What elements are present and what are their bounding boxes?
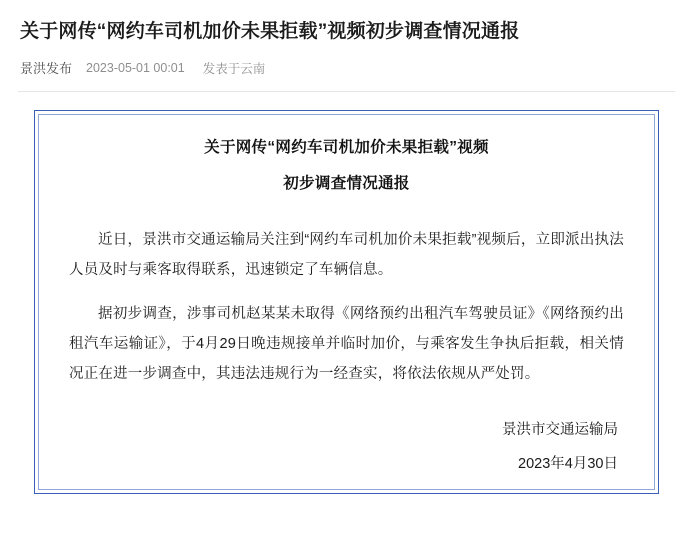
notice-heading [69, 133, 624, 199]
article-meta [18, 58, 675, 77]
notice-card [34, 110, 659, 494]
meta-location: 发表于云南 [202, 61, 266, 76]
page-title: 关于网传“网约车司机加价未果拒载”视频初步调查情况通报 [20, 21, 520, 42]
article-page [0, 18, 693, 539]
signature-org: 景洪市交通运输局 [502, 422, 618, 438]
meta-publish-time: 2023-05-01 00:01 [86, 60, 185, 75]
meta-source[interactable]: 景洪发布 [20, 61, 73, 76]
notice-heading-line-1: 关于网传“网约车司机加价未果拒载”视频 [204, 139, 489, 156]
notice-heading-line-2: 初步调查情况通报 [283, 175, 410, 192]
signature-date: 2023年4月30日 [518, 456, 618, 472]
notice-paragraph: 据初步调查，涉事司机赵某某未取得《网络预约出租汽车驾驶员证》《网络预约出租汽车运输证》，于4月29日晚违规接单并临时加价，与乘客发生争执后拒载，相关情况正在进一步调查中，其违法违规行为一经查实，将依法依规从严处罚。 [69, 306, 624, 382]
notice-signature-block [69, 415, 624, 479]
notice-body [69, 225, 624, 389]
notice-paragraph: 近日，景洪市交通运输局关注到“网约车司机加价未果拒载”视频后，立即派出执法人员及时与乘客取得联系，迅速锁定了车辆信息。 [69, 232, 624, 278]
header-divider [18, 91, 675, 92]
